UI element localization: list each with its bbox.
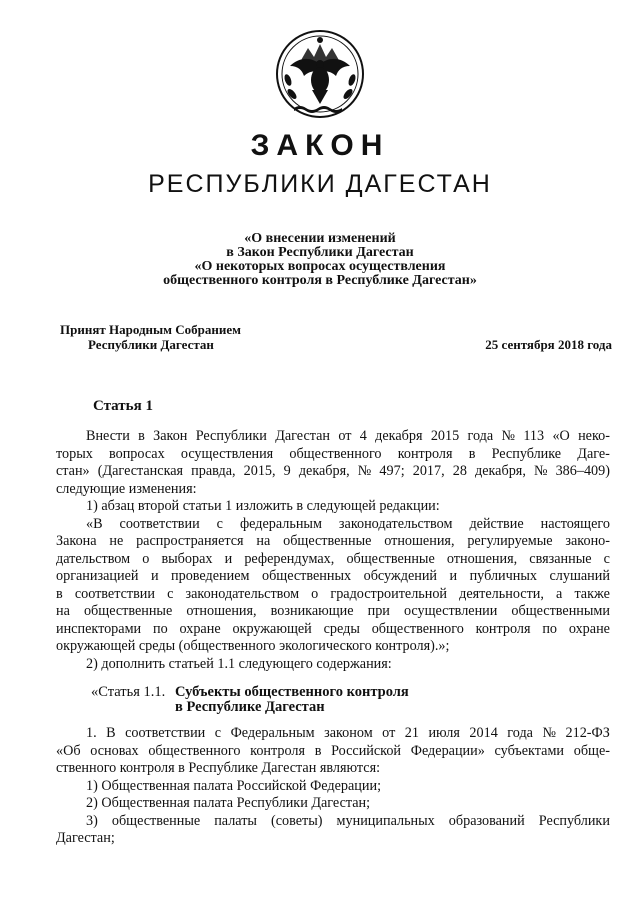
word: соответствии <box>125 725 206 741</box>
word: слушаний <box>549 568 610 584</box>
word: года <box>467 428 494 444</box>
word: с <box>216 515 223 532</box>
word: июля <box>428 725 460 741</box>
text-line <box>56 568 610 586</box>
word: возникающие <box>270 603 354 619</box>
word: законодательством <box>338 515 453 532</box>
word: Закона <box>56 533 97 549</box>
word: осуществления <box>180 445 274 462</box>
word: 21 <box>404 725 419 741</box>
word: субъектами <box>494 742 565 759</box>
word: 9 <box>283 463 291 479</box>
law-title: ЗАКОН <box>250 129 390 162</box>
word: на <box>256 533 271 549</box>
word: Республики <box>195 428 267 444</box>
word: законом <box>324 725 373 741</box>
word: с <box>603 550 610 567</box>
word: градостроительной <box>330 585 448 602</box>
word: 497; <box>379 463 405 479</box>
word: общественного <box>371 620 464 637</box>
word: основах <box>90 742 139 759</box>
law-name-line: общественного контроля в Республике Дагестан» <box>163 273 477 288</box>
word: № <box>357 463 372 479</box>
word: и <box>150 568 159 584</box>
word: декабря, <box>298 463 350 479</box>
word: с <box>214 725 222 741</box>
word: а <box>556 585 563 602</box>
word: соответствии <box>74 585 155 602</box>
word: обсуждений <box>363 568 438 584</box>
word: с <box>167 585 174 602</box>
text-line: следующие изменения: <box>56 480 197 497</box>
word: соответствии <box>119 515 200 532</box>
word: распространяется <box>136 533 244 549</box>
text-line: 2) дополнить статьей 1.1 следующего содержания: <box>86 655 392 672</box>
word: контроля <box>475 620 531 637</box>
word: № <box>542 725 557 741</box>
word: и <box>449 568 458 584</box>
word: Даге- <box>577 445 610 462</box>
word: общественного <box>289 445 382 462</box>
word: обще- <box>573 742 610 759</box>
word: 2015 <box>430 428 460 444</box>
word: декабря <box>375 428 423 444</box>
subarticle-heading <box>91 685 409 715</box>
word: 2015, <box>243 463 276 479</box>
word: В <box>106 725 116 741</box>
word: Дагестан <box>275 428 331 444</box>
word: 2014 <box>469 725 498 741</box>
word: охране <box>568 620 610 637</box>
word: (Дагестанская <box>97 463 184 479</box>
word: муниципальных <box>336 812 435 829</box>
word: 1. <box>86 725 97 741</box>
text-line <box>56 446 610 464</box>
word: Российской <box>331 742 402 759</box>
text-line: Дагестан; <box>56 830 115 846</box>
word: отношения, <box>384 533 455 549</box>
word: 212-ФЗ <box>565 725 610 741</box>
word: дательством <box>56 550 131 567</box>
word: общественного <box>148 742 241 759</box>
word: «В <box>86 515 103 532</box>
adopted-by <box>60 322 241 352</box>
word: 3) <box>86 812 98 829</box>
word: правда, <box>191 463 236 479</box>
subarticle-title: в Республике Дагестан <box>175 699 325 715</box>
word: на <box>56 603 70 619</box>
text-line <box>56 428 610 446</box>
word: охране <box>179 620 221 637</box>
subarticle-number: «Статья 1.1. <box>91 684 166 700</box>
word: «О <box>552 428 570 444</box>
word: торых <box>56 445 93 462</box>
word: общественные <box>346 550 435 567</box>
word: Федеральным <box>230 725 315 741</box>
text-line <box>56 603 610 621</box>
word: окружающей <box>232 620 312 637</box>
word: года <box>507 725 533 741</box>
word: регулируемые <box>467 533 553 549</box>
text-line <box>56 813 610 831</box>
word: о <box>311 585 319 602</box>
word: 28 <box>452 463 467 479</box>
word: общественных <box>262 568 352 584</box>
word: 4 <box>359 428 367 444</box>
word: Внести <box>86 428 130 444</box>
adopted-date: 25 сентября 2018 года <box>485 337 612 352</box>
word: осуществлении <box>403 603 498 619</box>
word: в <box>138 428 145 444</box>
word: вопросах <box>109 445 165 462</box>
subarticle-title: Субъекты общественного контроля <box>175 684 409 700</box>
word: в <box>468 445 476 462</box>
word: неко- <box>578 428 610 444</box>
word: в <box>56 585 63 602</box>
text-line: 1) абзац второй статьи 1 изложить в следующей редакции: <box>86 498 440 514</box>
text-line <box>56 533 610 551</box>
word: отношения, <box>446 550 518 567</box>
text-line <box>56 725 610 743</box>
word: референдумах, <box>244 550 335 567</box>
coat-of-arms-icon <box>270 24 370 124</box>
text-line <box>56 621 610 639</box>
word: по <box>542 620 558 637</box>
word: федеральным <box>239 515 322 532</box>
word: № <box>533 463 548 479</box>
text-line <box>56 516 610 534</box>
word: Федерации» <box>410 742 485 759</box>
word: контроля <box>397 445 453 462</box>
word: деятельности, <box>459 585 544 602</box>
law-name <box>0 232 640 288</box>
word: не <box>109 533 124 549</box>
word: инспекторами <box>56 620 142 637</box>
word: 113 <box>523 428 545 444</box>
word: 386–409) <box>555 463 610 479</box>
word: Республики <box>538 812 610 829</box>
word: и <box>224 550 233 567</box>
word: законодательством <box>185 585 300 602</box>
adopted-line: Республики Дагестан <box>88 337 214 352</box>
subarticle-text <box>56 725 610 848</box>
word: также <box>574 585 610 602</box>
word: от <box>338 428 352 444</box>
word: образований <box>448 812 525 829</box>
word: настоящего <box>540 515 610 532</box>
word: действие <box>469 515 524 532</box>
word: проведением <box>171 568 250 584</box>
word: при <box>367 603 390 619</box>
word: контроля <box>250 742 305 759</box>
law-name-line: «О некоторых вопросах осуществления <box>194 259 446 274</box>
word: общественные <box>111 812 201 829</box>
text-line: 1) Общественная палата Российской Федерации; <box>86 777 382 794</box>
republic-title: РЕСПУБЛИКИ ДАГЕСТАН <box>148 170 492 198</box>
article-text <box>56 428 610 673</box>
word: палаты <box>214 812 257 829</box>
law-name-line: в Закон Республики Дагестан <box>226 245 414 260</box>
article-heading: Статья 1 <box>93 398 153 414</box>
text-line: ственного контроля в Республике Дагестан являются: <box>56 760 381 776</box>
word: в <box>314 742 322 759</box>
word: «Об <box>56 742 81 759</box>
word: отношения, <box>186 603 257 619</box>
word: общественные <box>83 603 173 619</box>
word: общественные <box>283 533 372 549</box>
word: выборах <box>161 550 213 567</box>
word: публичных <box>469 568 537 584</box>
text-line <box>56 743 610 761</box>
word: связанные <box>529 550 592 567</box>
word: по <box>152 620 168 637</box>
word: организацией <box>56 568 139 584</box>
text-line: 2) Общественная палата Республики Дагестан; <box>86 795 371 811</box>
word: Закон <box>153 428 188 444</box>
word: (советы) <box>271 812 323 829</box>
word: от <box>382 725 396 741</box>
text-line <box>56 463 610 481</box>
word: декабря, <box>474 463 526 479</box>
word: 2017, <box>412 463 445 479</box>
text-line <box>56 551 610 569</box>
word: № <box>501 428 516 444</box>
text-line: окружающей среды (общественного экологического контроля).»; <box>56 638 450 654</box>
text-line <box>56 586 610 604</box>
law-name-line: «О внесении изменений <box>244 231 396 246</box>
adopted-line: Принят Народным Собранием <box>60 322 242 337</box>
word: среды <box>323 620 360 637</box>
word: о <box>142 550 150 567</box>
word: Республике <box>491 445 562 462</box>
word: общественными <box>511 603 610 619</box>
word: законо- <box>565 533 610 549</box>
word: стан» <box>56 463 90 479</box>
